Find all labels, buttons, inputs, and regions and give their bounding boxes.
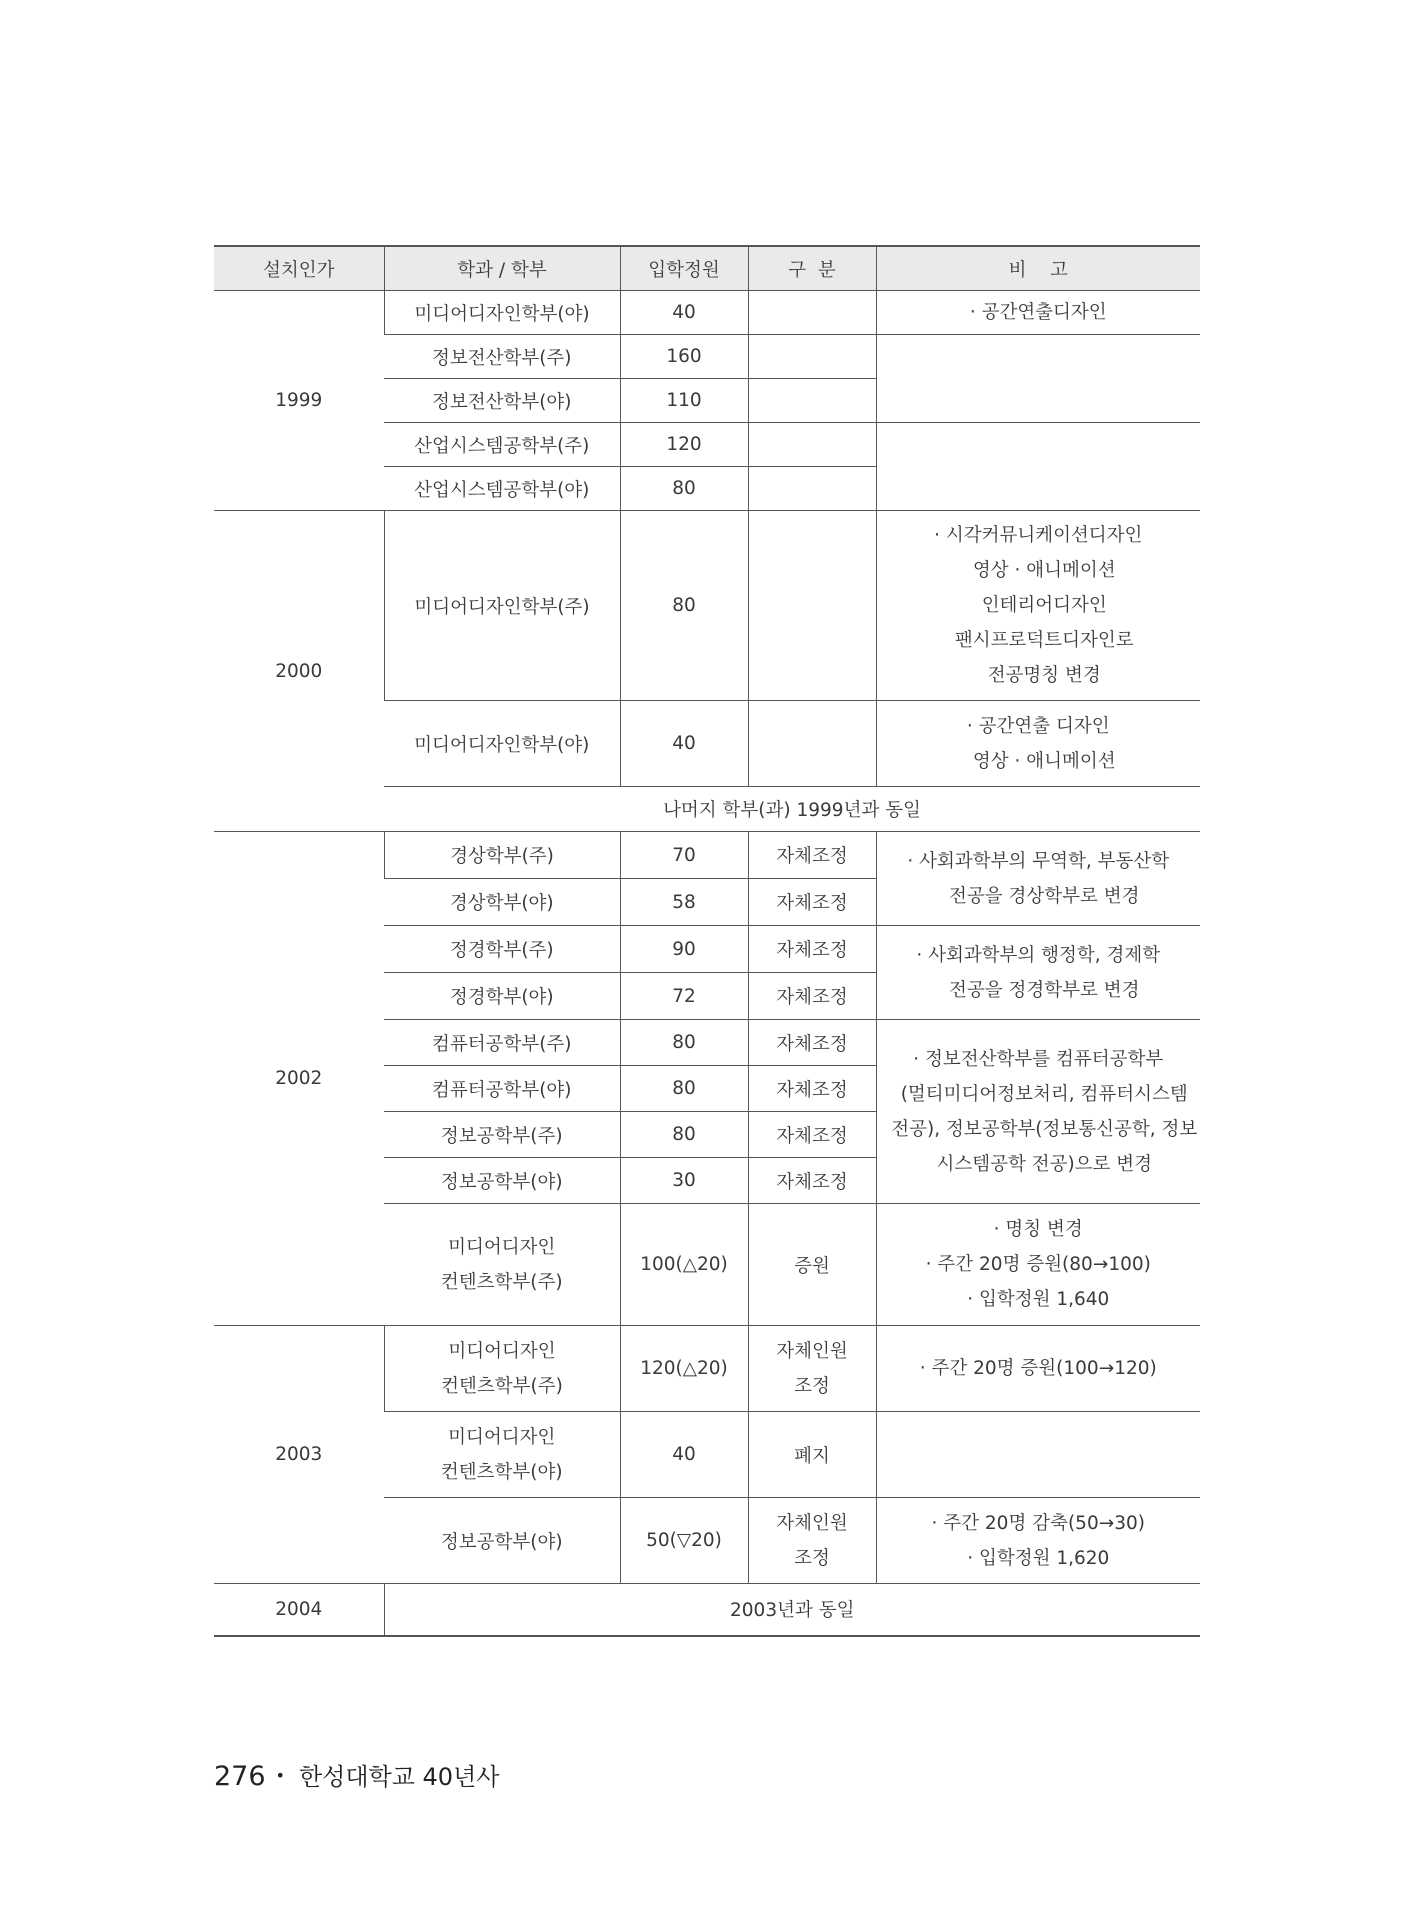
- category-cell: [748, 467, 876, 511]
- department-line: 컨텐츠학부(주): [441, 1375, 563, 1397]
- quota-cell: 120(△20): [620, 1326, 748, 1412]
- quota-cell: 90: [620, 926, 748, 973]
- department-cell: 미디어디자인학부(야): [384, 291, 620, 335]
- department-cell: 컴퓨터공학부(주): [384, 1020, 620, 1066]
- remark-line: · 사회과학부의 무역학, 부동산학: [907, 850, 1170, 872]
- category-line: 자체인원: [776, 1340, 848, 1362]
- remark-line: · 명칭 변경: [993, 1219, 1083, 1240]
- category-cell: [748, 1326, 876, 1412]
- category-cell: 폐지: [748, 1412, 876, 1498]
- category-cell: 자체조정: [748, 1020, 876, 1066]
- quota-cell: 110: [620, 379, 748, 423]
- category-line: 조정: [794, 1547, 830, 1569]
- year-cell: 2000: [214, 511, 384, 832]
- quota-cell: 50(▽20): [620, 1498, 748, 1584]
- department-cell: 정경학부(주): [384, 926, 620, 973]
- category-cell: 자체조정: [748, 879, 876, 926]
- remarks-cell: [876, 1020, 1200, 1204]
- admission-quota-table: [214, 245, 1200, 1637]
- department-line: 미디어디자인: [448, 1340, 556, 1362]
- same-as-previous-cell: 나머지 학부(과) 1999년과 동일: [384, 787, 1200, 832]
- department-line: 미디어디자인: [448, 1236, 556, 1258]
- category-cell: [748, 335, 876, 379]
- remark-line: · 공간연출디자인: [969, 302, 1107, 323]
- remarks-cell: [876, 423, 1200, 511]
- footer-bullet: •: [275, 1766, 285, 1785]
- table-row: [214, 291, 1200, 335]
- quota-cell: 160: [620, 335, 748, 379]
- department-cell: 미디어디자인학부(야): [384, 701, 620, 787]
- remark-line: 시스템공학 전공)으로 변경: [936, 1153, 1153, 1175]
- category-cell: 자체조정: [748, 1066, 876, 1112]
- remark-line: · 입학정원 1,620: [967, 1547, 1110, 1569]
- remark-line: 전공을 경상학부로 변경: [949, 885, 1140, 907]
- book-title: 한성대학교 40년사: [298, 1763, 500, 1791]
- department-cell: 정보전산학부(주): [384, 335, 620, 379]
- remarks-cell: [876, 511, 1200, 701]
- remark-line: · 주간 20명 증원(100→120): [919, 1358, 1157, 1379]
- category-cell: [748, 423, 876, 467]
- quota-cell: 70: [620, 832, 748, 879]
- quota-cell: 58: [620, 879, 748, 926]
- quota-cell: 80: [620, 1066, 748, 1112]
- category-cell: 증원: [748, 1204, 876, 1326]
- department-cell: 경상학부(주): [384, 832, 620, 879]
- remark-line: · 시각커뮤니케이션디자인: [934, 525, 1143, 546]
- department-cell: 정보공학부(야): [384, 1158, 620, 1204]
- category-cell: 자체조정: [748, 1112, 876, 1158]
- quota-cell: 40: [620, 291, 748, 335]
- year-cell: 2003: [214, 1326, 384, 1584]
- quota-cell: 80: [620, 511, 748, 701]
- category-cell: 자체조정: [748, 973, 876, 1020]
- quota-cell: 40: [620, 701, 748, 787]
- quota-cell: 80: [620, 467, 748, 511]
- quota-cell: 100(△20): [620, 1204, 748, 1326]
- remark-line: 전공명칭 변경: [987, 665, 1101, 686]
- header-remarks: 비 고: [876, 246, 1200, 291]
- category-cell: 자체조정: [748, 832, 876, 879]
- department-cell: 경상학부(야): [384, 879, 620, 926]
- department-cell: 컴퓨터공학부(야): [384, 1066, 620, 1112]
- category-cell: [748, 511, 876, 701]
- remark-line: · 주간 20명 감축(50→30): [931, 1512, 1145, 1534]
- remark-line: · 주간 20명 증원(80→100): [925, 1254, 1151, 1275]
- category-cell: 자체조정: [748, 1158, 876, 1204]
- remark-line: · 입학정원 1,640: [967, 1289, 1110, 1310]
- department-line: 컨텐츠학부(주): [440, 1271, 563, 1293]
- table-row: [214, 1584, 1200, 1636]
- department-cell: 정보전산학부(야): [384, 379, 620, 423]
- remarks-cell: [876, 1498, 1200, 1584]
- category-cell: [748, 291, 876, 335]
- remark-line: · 사회과학부의 행정학, 경제학: [916, 944, 1161, 966]
- category-cell: [748, 379, 876, 423]
- year-cell: 2002: [214, 832, 384, 1326]
- remarks-cell: [876, 832, 1200, 926]
- table-row: [214, 1326, 1200, 1412]
- quota-cell: 30: [620, 1158, 748, 1204]
- department-cell: 미디어디자인학부(주): [384, 511, 620, 701]
- table-header-row: [214, 246, 1200, 291]
- remarks-cell: [876, 926, 1200, 1020]
- remarks-cell: [876, 1412, 1200, 1498]
- remark-line: 인테리어디자인: [981, 595, 1107, 616]
- department-cell: [384, 1204, 620, 1326]
- department-cell: 산업시스템공학부(야): [384, 467, 620, 511]
- table-row: [214, 511, 1200, 701]
- remark-line: 영상 · 애니메이션: [972, 560, 1116, 581]
- department-line: 컨텐츠학부(야): [440, 1461, 563, 1483]
- category-cell: [748, 1498, 876, 1584]
- year-cell: 1999: [214, 291, 384, 511]
- remark-line: · 정보전산학부를 컴퓨터공학부: [913, 1048, 1164, 1070]
- remarks-cell: [876, 291, 1200, 335]
- department-cell: 정보공학부(야): [384, 1498, 620, 1584]
- department-line: 미디어디자인: [448, 1426, 556, 1448]
- page-number: 276: [214, 1761, 266, 1792]
- category-line: 자체인원: [776, 1512, 848, 1534]
- department-cell: [384, 1326, 620, 1412]
- category-line: 조정: [794, 1375, 830, 1397]
- same-as-previous-cell: 2003년과 동일: [384, 1584, 1200, 1636]
- quota-cell: 80: [620, 1112, 748, 1158]
- quota-cell: 80: [620, 1020, 748, 1066]
- header-department: 학과 / 학부: [384, 246, 620, 291]
- remark-line: 전공을 정경학부로 변경: [949, 979, 1140, 1001]
- remarks-cell: [876, 1204, 1200, 1326]
- category-cell: [748, 701, 876, 787]
- department-cell: 정보공학부(주): [384, 1112, 620, 1158]
- header-quota: 입학정원: [620, 246, 748, 291]
- remark-line: 전공), 정보공학부(정보통신공학, 정보: [891, 1118, 1198, 1140]
- department-cell: [384, 1412, 620, 1498]
- remark-line: (멀티미디어정보처리, 컴퓨터시스템: [900, 1083, 1188, 1105]
- remark-line: 영상 · 애니메이션: [972, 750, 1116, 772]
- category-cell: 자체조정: [748, 926, 876, 973]
- remarks-cell: [876, 335, 1200, 423]
- page-footer: [214, 1757, 499, 1792]
- remarks-cell: [876, 1326, 1200, 1412]
- department-cell: 산업시스템공학부(주): [384, 423, 620, 467]
- quota-cell: 72: [620, 973, 748, 1020]
- quota-cell: 40: [620, 1412, 748, 1498]
- remarks-cell: [876, 701, 1200, 787]
- year-cell: 2004: [214, 1584, 384, 1636]
- remark-line: · 공간연출 디자인: [966, 715, 1110, 737]
- remark-line: 팬시프로덕트디자인로: [954, 630, 1134, 651]
- header-category: 구 분: [748, 246, 876, 291]
- table-row: [214, 832, 1200, 879]
- header-approval-year: 설치인가: [214, 246, 384, 291]
- department-cell: 정경학부(야): [384, 973, 620, 1020]
- quota-cell: 120: [620, 423, 748, 467]
